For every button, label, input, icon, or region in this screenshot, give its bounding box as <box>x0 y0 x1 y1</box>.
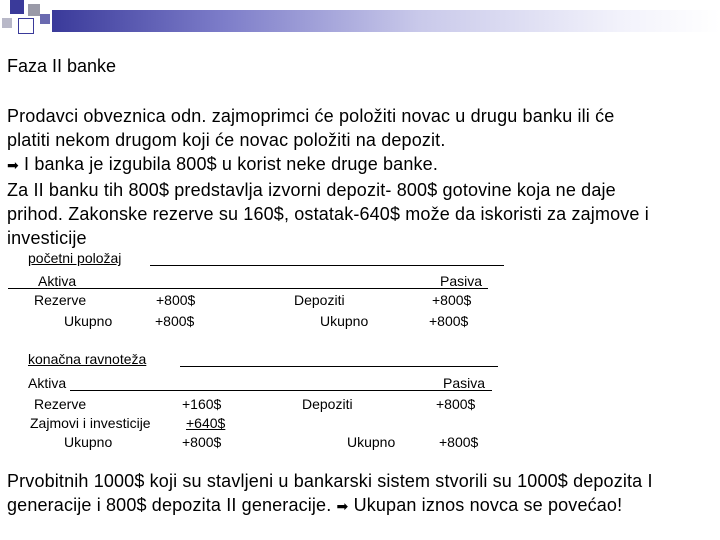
final-reserves-value: +160$ <box>182 396 222 412</box>
final-heading-rule <box>180 366 498 367</box>
initial-liabilities-label: Pasiva <box>440 273 483 289</box>
conclusion-line: Prvobitnih 1000$ koji su stavljeni u bankarski sistem stvorili su 1000$ depozita I <box>7 471 653 491</box>
final-reserves-label: Rezerve <box>34 396 87 412</box>
initial-reserves-value: +800$ <box>156 292 196 308</box>
final-loans-value: +640$ <box>186 415 226 431</box>
final-rule <box>70 390 492 391</box>
initial-total-liabilities-value: +800$ <box>429 313 469 329</box>
initial-total-assets-value: +800$ <box>155 313 195 329</box>
final-total-assets-label: Ukupno <box>64 434 113 450</box>
initial-heading-rule <box>150 265 504 266</box>
final-total-assets-value: +800$ <box>182 434 222 450</box>
final-assets-label: Aktiva <box>28 375 67 391</box>
paragraph-line: prihod. Zakonske rezerve su 160$, ostatak-640$ može da iskoristi za zajmove i <box>7 204 649 224</box>
final-total-liabilities-label: Ukupno <box>347 434 396 450</box>
final-liabilities-label: Pasiva <box>443 375 486 391</box>
arrow-bullet-icon: ➡ <box>336 499 349 515</box>
conclusion-line: Ukupan iznos novca se povećao! <box>348 495 623 515</box>
slide-title: Faza II banke <box>7 56 117 76</box>
initial-heading: početni položaj <box>28 250 122 266</box>
initial-deposits-label: Depoziti <box>294 292 345 308</box>
final-loans-label: Zajmovi i investicije <box>30 415 151 431</box>
paragraph-line: Za II banku tih 800$ predstavlja izvorni depozit- 800$ gotovine koja ne daje <box>7 180 616 200</box>
paragraph-line: I banka je izgubila 800$ u korist neke druge banke. <box>18 154 438 174</box>
paragraph-line: platiti nekom drugom koji će novac položiti na depozit. <box>7 130 446 150</box>
initial-reserves-label: Rezerve <box>34 292 87 308</box>
paragraph-line: Prodavci obveznica odn. zajmoprimci će položiti novac u drugu banku ili će <box>7 106 615 126</box>
header-decoration <box>0 0 720 40</box>
final-deposits-label: Depoziti <box>302 396 353 412</box>
arrow-bullet-icon: ➡ <box>7 158 19 174</box>
header-squares-icon <box>0 0 52 40</box>
initial-rule <box>8 288 488 289</box>
initial-total-liabilities-label: Ukupno <box>320 313 369 329</box>
initial-total-assets-label: Ukupno <box>64 313 113 329</box>
header-band <box>52 10 720 32</box>
final-total-liabilities-value: +800$ <box>439 434 479 450</box>
paragraph-line: investicije <box>7 228 87 248</box>
conclusion-paragraph <box>7 469 719 519</box>
explanation-paragraph <box>7 104 719 250</box>
final-heading: konačna ravnoteža <box>28 351 147 367</box>
conclusion-line: generacije i 800$ depozita II generacije. <box>7 495 332 515</box>
initial-assets-label: Aktiva <box>38 273 77 289</box>
final-deposits-value: +800$ <box>436 396 476 412</box>
initial-deposits-value: +800$ <box>432 292 472 308</box>
